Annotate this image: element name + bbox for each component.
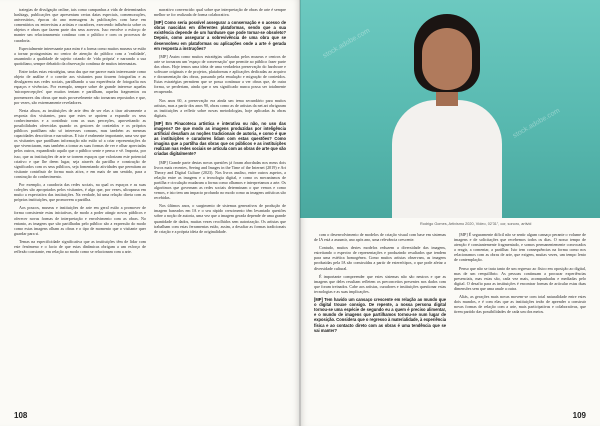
paragraph: com o desenvolvimento de modelos de criação visual com base em sistemas de IA está a assumir, ano após ano, uma relevância crescente. <box>314 232 446 243</box>
paragraph: Aos poucos, museus e instituições de arte em geral estão a promover de forma consistente estas iniciativas, de modo a poder atingir novos públicos e oferecer novas formas de interpretação e envolvimento com as obras. No entanto, as imagens que são partilhadas pelo público são a expressão do modo como estas imagens olham as obras e o tipo de momento que o visitante quer guardar para si. <box>14 205 146 236</box>
right-page <box>300 0 600 426</box>
paragraph: Nesta altura, as instituições de arte têm de ser elas a tirar ativamente a resposta dos visitantes, para que estes se apoiem a expandir os seus conhecimentos e a contribuir com as suas perceções, aproveitando as possibilidades oferecidas quando os gestores de conteúdos e os próprios públicos partilham não só interesses comuns, mas também as mesmas capacidades descritivas e narrativas. E isto é realmente importante, uma vez que os visitantes que partilham informação não estão só a criar representações do que vivenciaram, mas também a tornar as suas formas de ver e olhar apreciadas pelos outros, expandindo aquilo que o público sente e pensa e vê. Importa, por isso, que as instituições de arte se tornem espaços que valorizam este potencial criativo e que lhe deem lugar, seja através da partilha e construção de significados com os seus públicos, seja fomentando atividades que permitam ao visitante contribuir de forma mais ativa, e em mais de um sentido, para a construção do conhecimento. <box>14 107 146 179</box>
portrait-figure <box>386 14 506 218</box>
left-column-1 <box>14 7 146 400</box>
left-column-2 <box>154 7 286 400</box>
page-number-right: 109 <box>572 411 586 420</box>
paragraph: [MP] Grande parte destas novas questões já foram abordadas nos meus dois livros mais recentes, Seeing and Images in the Time of the Internet (2019) e Art Theory and Digital Culture (2023). Nos livros analiso, entre outros aspetos, a relação entre as imagens e a tecnologia digital, e como os mecanismos de partilha e circulação mudaram a forma como olhamos e interpretamos a arte. Os algoritmos que governam as redes sociais determinam o que vemos e como vemos, e isto tem um impacto profundo no modo como as imagens artísticas são recebidas. <box>154 159 286 201</box>
paragraph: [MP] É seguramente difícil não se sentir algum cansaço perante o volume de imagens e de solicitações que recebemos todos os dias. O nosso tempo de atenção é constantemente fragmentado, e somos permanentemente convocados a reagir, a comentar, a partilhar. Isto tem consequências na forma como nos relacionamos com as obras de arte, que exigem, muitas vezes, um tempo lento de contemplação. <box>454 232 586 263</box>
paragraph: É importante compreender que estes sistemas não são neutros e que as imagens que deles resultam refletem os preconceitos presentes nos dados com que foram treinados. Cabe aos artistas, curadores e instituições questionar estas tecnologias e as suas implicações. <box>314 273 446 294</box>
paragraph: Contudo, muitos destes modelos reduzem a diversidade das imagens, estreitando o espectro de representações e produzindo resultados que tendem para uma estética homogénea. Como muitos artistas observam, as imagens produzidas pela IA são construídas a partir de estereótipos, o que pode afetar a diversidade cultural. <box>314 245 446 271</box>
paragraph: Temas na especificidade significativa que as instituições têm de lidar com este fenómeno e o facto de que estas dinâmicas obrigam a um esforço de reflexão constante, em relação ao modo como se relacionam com a arte. <box>14 238 146 255</box>
paragraph: trategias de divulgação online, tais como campanhas a vida de determinados hashtags, publicações que apresentam certas datas especiais, comemorações, aniversários, épocas do ano mensagens às publicações com base em comentários ou entrevistas a artistas e curadores, exercendo influência sobre os objetos e obras que fazem parte dos seus acervos. Isso envolve o esforço de manter um relacionamento contínuo com o público e com os processos de curadoria. <box>14 7 146 43</box>
paragraph: Nos últimos anos, o surgimento de sistemas generativos de produção de imagem baseados em IA e o seu rápido crescimento têm levantado questões sobre a noção de autoria, uma vez que a imagem gerada depende de uma grande quantidade de dados, muitas vezes recolhidos sem autorização. Os artistas que trabalham com estas ferramentas estão, assim, a desafiar as formas tradicionais de criação e a própria ideia de originalidade. <box>154 203 286 234</box>
book-gutter <box>299 0 301 426</box>
photo-caption: Rodrigo Gomes, Artivismo 2020, Vídeo, 02'31", cor, sonoro, artivid <box>420 222 532 226</box>
paragraph: Aliás, as gerações mais novas movem-se com total naturalidade entre estes dois mundos, e é com elas que as instituições terão de aprender a construir novas formas de relação com a arte, mais participativas e colaborativas, que tirem partido das possibilidades de cada um dos meios. <box>454 294 586 315</box>
paragraph: narrativo convencido: qual sobre que interpretação de obras de arte é sempre melhor se for realizada de forma colaborativa. <box>154 7 286 18</box>
watermark-text: stock.adobe.com <box>511 107 562 140</box>
left-page-columns <box>14 7 286 400</box>
right-page-columns <box>314 232 586 400</box>
artwork-photo <box>300 0 600 218</box>
interview-question: [MP] Tem havido um cansaço crescente em relação ao mundo que o digital trouxe consigo. De repente, a nossa persona digital tornou-se uma espécie de segundo eu a quem é preciso alimentar, e o mundo de imagens que partilhamos tornou-se num lugar de exposição. Considera que o regresso à materialidade, à experiência física e ao contacto direto com as obras é uma tendência que se vai manter? <box>314 297 446 333</box>
paragraph: Entre todas estas estratégias, uma das que me parece mais interessante como objeto de análise é o convite aos visitantes para tirarem fotografias e as divulgarem nas redes sociais, partilhando a sua experiência de fotografia nos espaços e vivências. Por exemplo, sempre sobre de grande interesse aquelas 'micropercepções' que muitos tentam e partilham, aquelas fragmentos ou pormenores das obras que mais provavelmente não tornaram repostados e que, por vezes, são extremamente reveladores. <box>14 69 146 105</box>
interview-question: [MP] Em Pinacoteca artística e interativa ou não, no uso das imagens? De que modo as imagens produzidas por inteligência artificial desafiam as noções tradicionais de autoria, e como é que as instituições e curadores lidam com estas questões? Como imagina que a partilha das obras que os públicos e as instituições realizam nas redes sociais se articula com as obras de arte que são criadas digitalmente? <box>154 120 286 157</box>
watermark-text: stock.adobe.com <box>321 27 372 60</box>
paragraph: Nos anos 60, a preservação era ainda um tema secundário para muitos artistas, mas a partir dos anos 90, obras como as de artistas da net.art obrigaram as instituições a refletir sobre novas metodologias, hoje aplicadas às obras digitais. <box>154 97 286 118</box>
interview-question: [MP] Como seria possível assegurar a conservação e o acesso de obras nascidas em diferentes plataformas, sendo que a sua existência depende de um hardware que pode tornar-se obsoleto? Depois, como assegurar a sobrevivência de uma obra que se desenvolveu em plataformas ou aplicações onde a arte é gerada em resposta a instruções? <box>154 20 286 51</box>
right-column-2 <box>454 232 586 400</box>
paragraph: Penso que não se trata tanto de um regresso ao físico em oposição ao digital, mas de um reequilíbrio. As pessoas continuam a procurar experiências presenciais, mas estas são, cada vez mais, acompanhadas e mediadas pelo digital. O desafio para as instituições é encontrar formas de articular estas duas dimensões sem que uma anule a outra. <box>454 265 586 291</box>
page-number-left: 108 <box>14 411 28 420</box>
paragraph: Especialmente interessante para mim é a forma como muitos museus se estão a tornar protagonistas no centro de atenção do público com a 'realidade', assumindo a qualidade de sujeito criando de 'vida própria' e narrando a sua quotidiano, sempre debatido da observação contínua de muitos internautas. <box>14 45 146 66</box>
paragraph: [MP] Assim como muitos estratégias utilizadas pelos museus e centros de arte se tornaram um 'espaço de conversação' que permite ao público fazer parte das obras. Hoje temos uma ideia de uma verdadeira preservação do hardware e software originais e de projetos, plataformas e aplicações dedicadas ao arquivo e documentação das obras, passando pela emulação e migração de conteúdos. Estas estratégias permitem que se possa continuar a ver obras que, de outra forma, se perderiam, ainda que o seu significado nunca possa ser totalmente recuperado. <box>154 53 286 95</box>
paragraph: Por exemplo, a curadoria das redes sociais, na qual os espaços e as suas coleções são apropriados pelos visitantes, é algo que, por vezes, ultrapassa em muito a expectativa das instituições. Na verdade, há uma relação direta com as próprias instituições, que promovem a partilha. <box>14 182 146 203</box>
right-column-1 <box>314 232 446 400</box>
